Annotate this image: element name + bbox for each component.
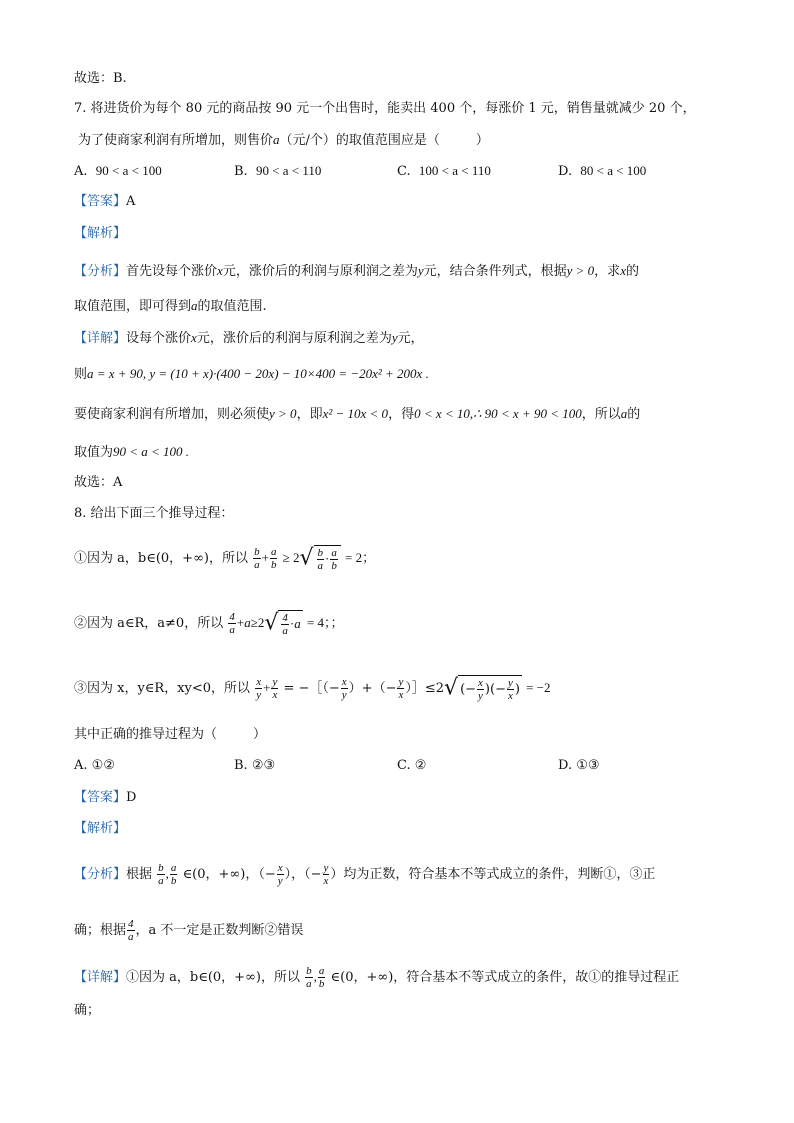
q7-analysis-tag: 【解析】 xyxy=(74,226,127,241)
q8-xiangjie-line2: 确； xyxy=(74,1003,101,1018)
q8-process-1: ①因为 a，b∈(0，+∞)，所以 $\frac{b}{a}$ + $\frac{a}{b}$ ≥ 2√ $\frac{b}{a}$ · $\frac{a}{b}$ = 2； xyxy=(74,545,376,572)
q8-stem: 8. 给出下面三个推导过程： xyxy=(74,506,234,521)
q7-xiangjie-line3: 要使商家利润有所增加，则必须使y > 0，即x² − 10x < 0，得0 < x < 10,∴ 90 < x + 90 < 100，所以a的 xyxy=(74,406,641,422)
q7-xiangjie-line1: 【详解】设每个涨价x元，涨价后的利润与原利润之差为y元， xyxy=(74,330,424,346)
q8-analysis-tag: 【解析】 xyxy=(74,821,127,836)
q7-option-d: D. 80 < a < 100 xyxy=(558,163,647,179)
q7-stem-close: ） xyxy=(475,133,489,148)
q7-fenxi-line2: 取值范围，即可得到a的取值范围. xyxy=(74,298,267,314)
q6-answer: 故选：B. xyxy=(74,71,127,86)
q7-fenxi-line1: 【分析】首先设每个涨价x元，涨价后的利润与原利润之差为y元，结合条件列式，根据y > 0，求x的 xyxy=(74,263,639,279)
q8-option-c: C. ② xyxy=(397,758,427,773)
q7-option-c: C. 100 < a < 110 xyxy=(397,163,491,179)
q7-answer: 【答案】A xyxy=(74,194,136,209)
q8-option-d: D. ①③ xyxy=(558,758,600,773)
q7-xiangjie-line2: 则a = x + 90, y = (10 + x)·(400 − 20x) − 10×400 = −20x² + 200x . xyxy=(74,366,429,382)
q7-xiangjie-line4: 取值为90 < a < 100 . xyxy=(74,444,190,460)
q7-stem-text: 为了使商家利润有所增加，则售价 xyxy=(78,133,274,148)
q7-stem-line2 xyxy=(78,131,489,150)
q7-stem-line1: 7. 将进货价为每个 80 元的商品按 90 元一个出售时，能卖出 400 个，每涨价 1 元，销售量就减少 20 个， xyxy=(74,101,696,116)
q7-stem-unit: （元/个）的取值范围应是（ xyxy=(279,133,440,148)
q8-question: 其中正确的推导过程为（ ） xyxy=(74,727,267,742)
q7-option-b: B. 90 < a < 110 xyxy=(234,163,322,179)
q8-process-2: ②因为 a∈R，a≠0，所以 $\frac{4}{a}$ +a≥2√ $\frac{4}{a}$ ·a = 4；； xyxy=(74,610,344,637)
q7-option-a: A. 90 < a < 100 xyxy=(74,163,162,179)
q8-fenxi-line1: 【分析】根据 $\frac{b}{a}$ , $\frac{a}{b}$ ∈(0，+∞)，（− $\frac{x}{y}$ ），（− $\frac{y}{x}$ ）均为正数，符合基本不等式成立的条件，判断①，③正 xyxy=(74,862,656,887)
q8-xiangjie-line1: 【详解】①因为 a，b∈(0，+∞)，所以 $\frac{b}{a}$ , $\frac{a}{b}$ ∈(0，+∞)，符合基本不等式成立的条件，故①的推导过程正 xyxy=(74,965,680,990)
q8-option-b: B. ②③ xyxy=(234,758,276,773)
q8-option-a: A. ①② xyxy=(74,758,115,773)
q8-process-3: ③因为 x，y∈R，xy<0，所以 $\frac{x}{y}$ + $\frac{y}{x}$ = −［（− $\frac{x}{y}$ ）+（− $\frac{y}{x}$ ）］≤2√ (− $\frac{x}{y}$ )(− $\frac{y}{x}$ ) = −2 xyxy=(74,675,551,702)
q7-var-a: a xyxy=(273,132,280,147)
q7-guxuan: 故选：A xyxy=(74,475,123,490)
q8-fenxi-line2: 确；根据 $\frac{4}{a}$ ，a 不一定是正数判断②错误 xyxy=(74,918,304,943)
q8-answer: 【答案】D xyxy=(74,790,137,805)
